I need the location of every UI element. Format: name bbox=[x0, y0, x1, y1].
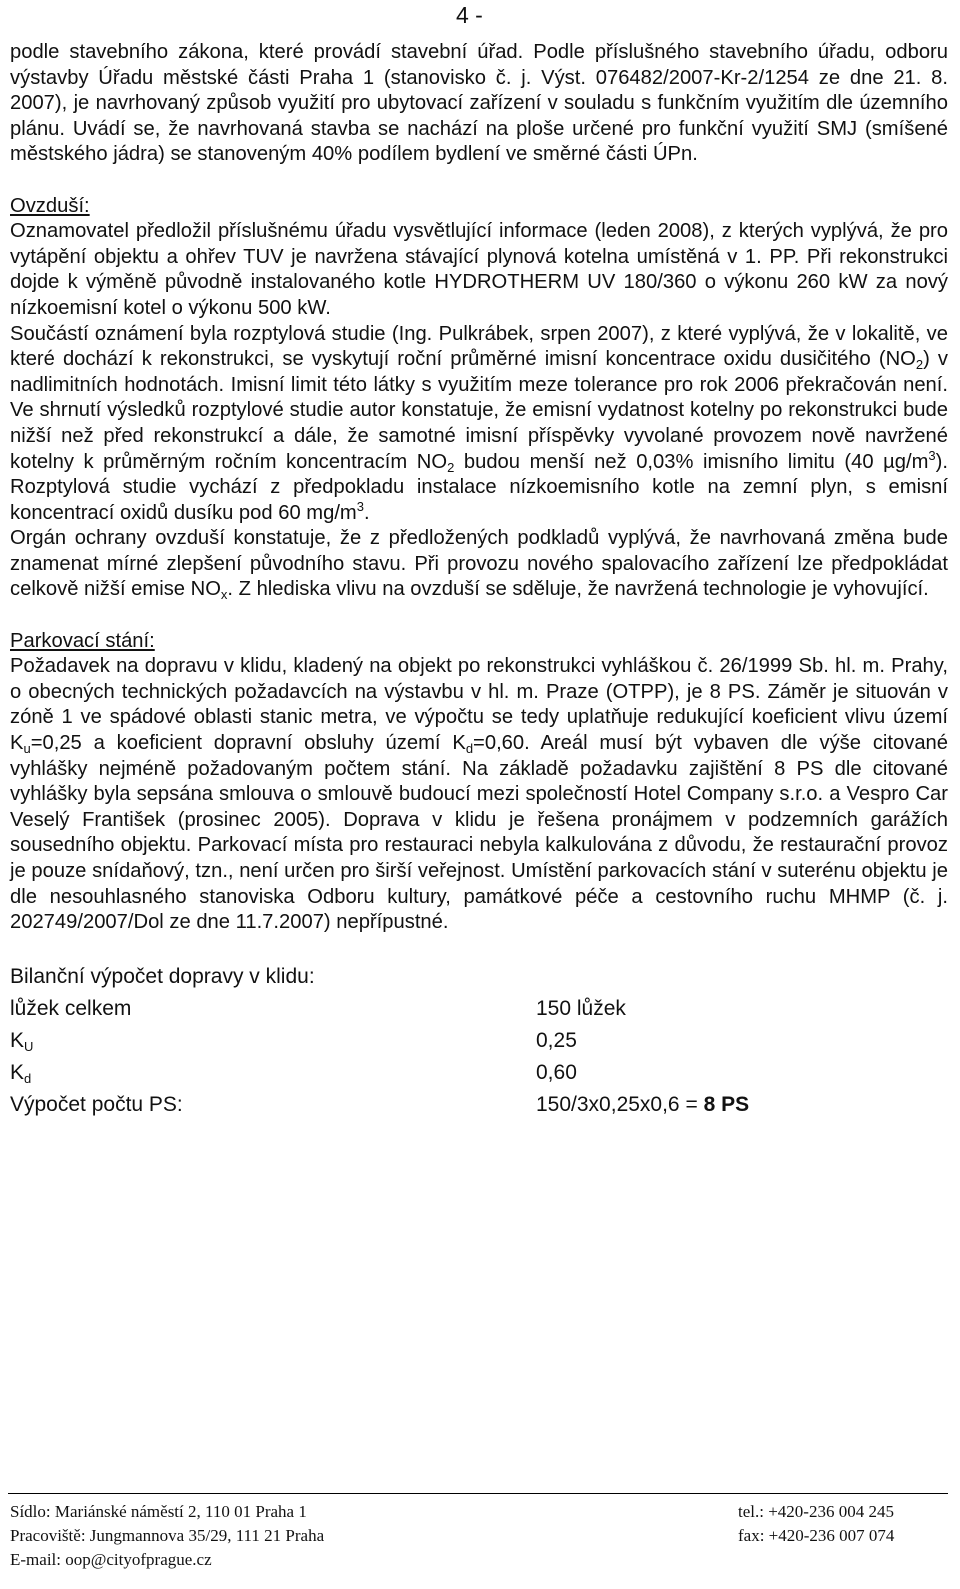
footer bbox=[10, 1500, 948, 1572]
bilance-title: Bilanční výpočet dopravy v klidu: bbox=[10, 965, 315, 989]
footer-address: Sídlo: Mariánské náměstí 2, 110 01 Praha 1 bbox=[10, 1502, 307, 1521]
bilance-row: $K_U$ 0,25 bbox=[10, 1029, 577, 1055]
footer-divider bbox=[8, 1493, 948, 1494]
parkovani-paragraph: Požadavek na dopravu v klidu, kladený na objekt po rekonstrukci vyhláškou č. 26/1999 Sb. hl. m. Prahy, o obecných technických požadavcích na výstavbu v hl. m. Praze (OTPP), je 8 PS. Záměr je situován v zóně 1 ve spádové oblasti stanic metra, ve výpočtu se tedy uplatňuje redukující koeficient vlivu území $K_u=0,25$ a koeficient dopravní obsluhy území $K_d=0,60$. Areál musí být vybaven dle výše citované vyhlášky nejméně požadovaným počtem stání. Na základě požadavku zajištění 8 PS dle citované vyhlášky byla sepsána smlouva o smlouvě budoucí mezi společností Hotel Company s.r.o. a Vespro Car Veselý František (prosinec 2005). Doprava v klidu je řešena pronájmem v podzemních garážích sousedního objektu. Parkovací místa pro restauraci nebyla kalkulována z důvodu, že restaurační provoz je pouze snídaňový, tzn., není určen pro širší veřejnost. Umístění parkovacích stání v suterénu objektu je dle nesouhlasného stanoviska Odboru kultury, památkové péče a cestovního ruchu MHMP (č. j. 202749/2007/Dol ze dne 11.7.2007) nepřípustné. bbox=[10, 655, 949, 934]
ovzdusi-section bbox=[10, 194, 948, 604]
bilance-row: Výpočet počtu PS: 150/3x0,25x0,6 = 8 PS bbox=[10, 1093, 750, 1117]
parkovani-section bbox=[10, 629, 948, 936]
page-number: 4 - bbox=[456, 2, 483, 28]
ovzdusi-heading: Ovzduší: bbox=[10, 194, 90, 217]
parkovani-heading: Parkovací stání: bbox=[10, 629, 155, 652]
footer-workplace: Pracoviště: Jungmannova 35/29, 111 21 Praha bbox=[10, 1526, 325, 1545]
ovzdusi-paragraph-2: Součástí oznámení byla rozptylová studie (Ing. Pulkrábek, srpen 2007), z které vyplývá, že v lokalitě, ve které dochází k rekonstrukci, se vyskytují roční průměrné imisní koncentrace oxidu dusičitého $(NO_2)$ v nadlimitních hodnotách. Imisní limit této látky s využitím meze tolerance pro rok 2006 překračován není. Ve shrnutí výsledků rozptylové studie autor konstatuje, že emisní vydatnost kotelny po rekonstrukci bude nižší než před rekonstrukcí a dále, že samotné imisní příspěvky vyvolané provozem nově navržené kotelny k průměrným ročním koncentracím $NO_2$ budou menší než 0,03% imisního limitu (40 $\mu g/m^3$). Rozptylová studie vychází z předpokladu instalace nízkoemisního kotle na zemní plyn, s emisní koncentrací oxidů dusíku pod 60 $mg/m^3$. bbox=[10, 322, 948, 524]
ovzdusi-paragraph-1: Oznamovatel předložil příslušnému úřadu vysvětlující informace (leden 2008), z kterých vyplývá, že pro vytápění objektu a ohřev TUV je navržena stávající plynová kotelna umístěná v 1. PP. Při rekonstrukci dojde k výměně původně instalovaného kotle HYDROTHERM UV 180/360 o výkonu 260 kW za nový nízkoemisní kotel o výkonu 500 kW. bbox=[10, 220, 948, 319]
ovzdusi-paragraph-3: Orgán ochrany ovzduší konstatuje, že z předložených podkladů vyplývá, že navrhovaná změna bude znamenat mírné zlepšení původního stavu. Při provozu nového spalovacího zařízení lze předpokládat celkově nižší emise $NO_x$. Z hlediska vlivu na ovzduší se sděluje, že navržená technologie je vyhovující. bbox=[10, 527, 948, 603]
bilance-row: lůžek celkem 150 lůžek bbox=[10, 997, 626, 1021]
intro-paragraph: podle stavebního zákona, které provádí stavební úřad. Podle příslušného stavebního úřadu, odboru výstavby Úřadu městské části Praha 1 (stanovisko č. j. Výst. 076482/2007-Kr-2/1254 ze dne 21. 8. 2007), je navrhovaný způsob využití pro ubytovací zařízení v souladu s funkčním využitím dle územního plánu. Uvádí se, že navrhovaná stavba se nachází na ploše určené pro funkční využití SMJ (smíšené městského jádra) se stanoveným 40% podílem bydlení ve směrné části ÚPn. bbox=[10, 41, 948, 166]
bilance-section bbox=[10, 961, 948, 1121]
footer-fax: fax: +420-236 007 074 bbox=[738, 1526, 895, 1545]
footer-tel: tel.: +420-236 004 245 bbox=[738, 1502, 894, 1521]
bilance-row: $K_d$ 0,60 bbox=[10, 1061, 577, 1087]
footer-email: E-mail: oop@cityofprague.cz bbox=[10, 1550, 212, 1569]
document-body bbox=[10, 40, 948, 1121]
